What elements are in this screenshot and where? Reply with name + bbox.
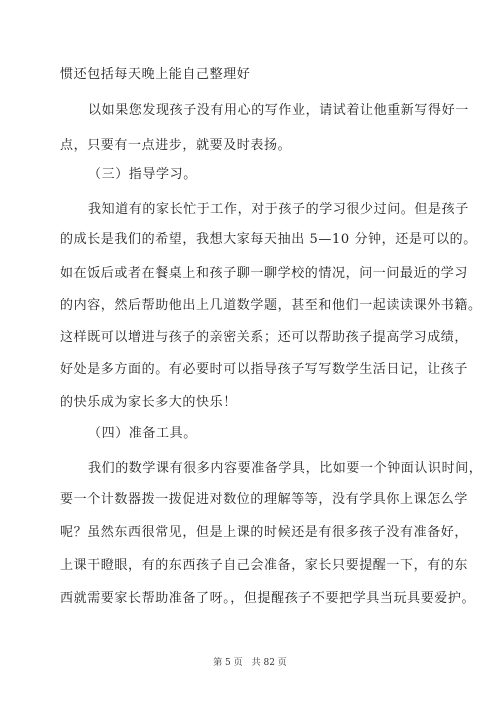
text-line: 我知道有的家长忙于工作，对于孩子的学习很少过问。但是孩子 <box>88 202 469 217</box>
text-line: 好处是多方面的。有必要时可以指导孩子写写数学生活日记，让孩子 <box>60 362 469 377</box>
text-line: 点，只要有一点进步，就要及时表扬。 <box>60 138 292 153</box>
text-line: 呢？虽然东西很常见，但是上课的时候还是有很多孩子没有准备好， <box>60 525 469 540</box>
page-footer: 第 5 页 共 82 页 <box>213 658 287 668</box>
section-heading: （三）指导学习。 <box>88 167 197 182</box>
text-line: 的内容，然后帮助他出上几道数学题，甚至和他们一起读读课外书籍。 <box>60 298 482 313</box>
text-line: 的成长是我们的希望，我想大家每天抽出 5—10 分钟，还是可以的。 <box>60 232 477 247</box>
text-line: 上课干瞪眼，有的东西孩子自己会准备，家长只要提醒一下，有的东 <box>60 558 469 573</box>
text-line: 的快乐成为家长多大的快乐！ <box>60 395 237 410</box>
text-line: 我们的数学课有很多内容要准备学具，比如要一个钟面认识时间， <box>88 461 483 476</box>
text-line: 惯还包括每天晚上能自己整理好 <box>60 67 251 82</box>
text-line: 以如果您发现孩子没有用心的写作业，请试着让他重新写得好一 <box>88 103 469 118</box>
text-line: 这样既可以增进与孩子的亲密关系；还可以帮助孩子提高学习成绩， <box>60 330 469 345</box>
text-line: 西就需要家长帮助准备了呀。，但提醒孩子不要把学具当玩具要爱护。 <box>60 591 476 606</box>
text-line: 要一个计数器拨一拨促进对数位的理解等等，没有学具你上课怎么学 <box>60 492 469 507</box>
section-heading: （四）准备工具。 <box>88 426 197 441</box>
text-line: 如在饭后或者在餐桌上和孩子聊一聊学校的情况，问一问最近的学习 <box>60 266 469 281</box>
